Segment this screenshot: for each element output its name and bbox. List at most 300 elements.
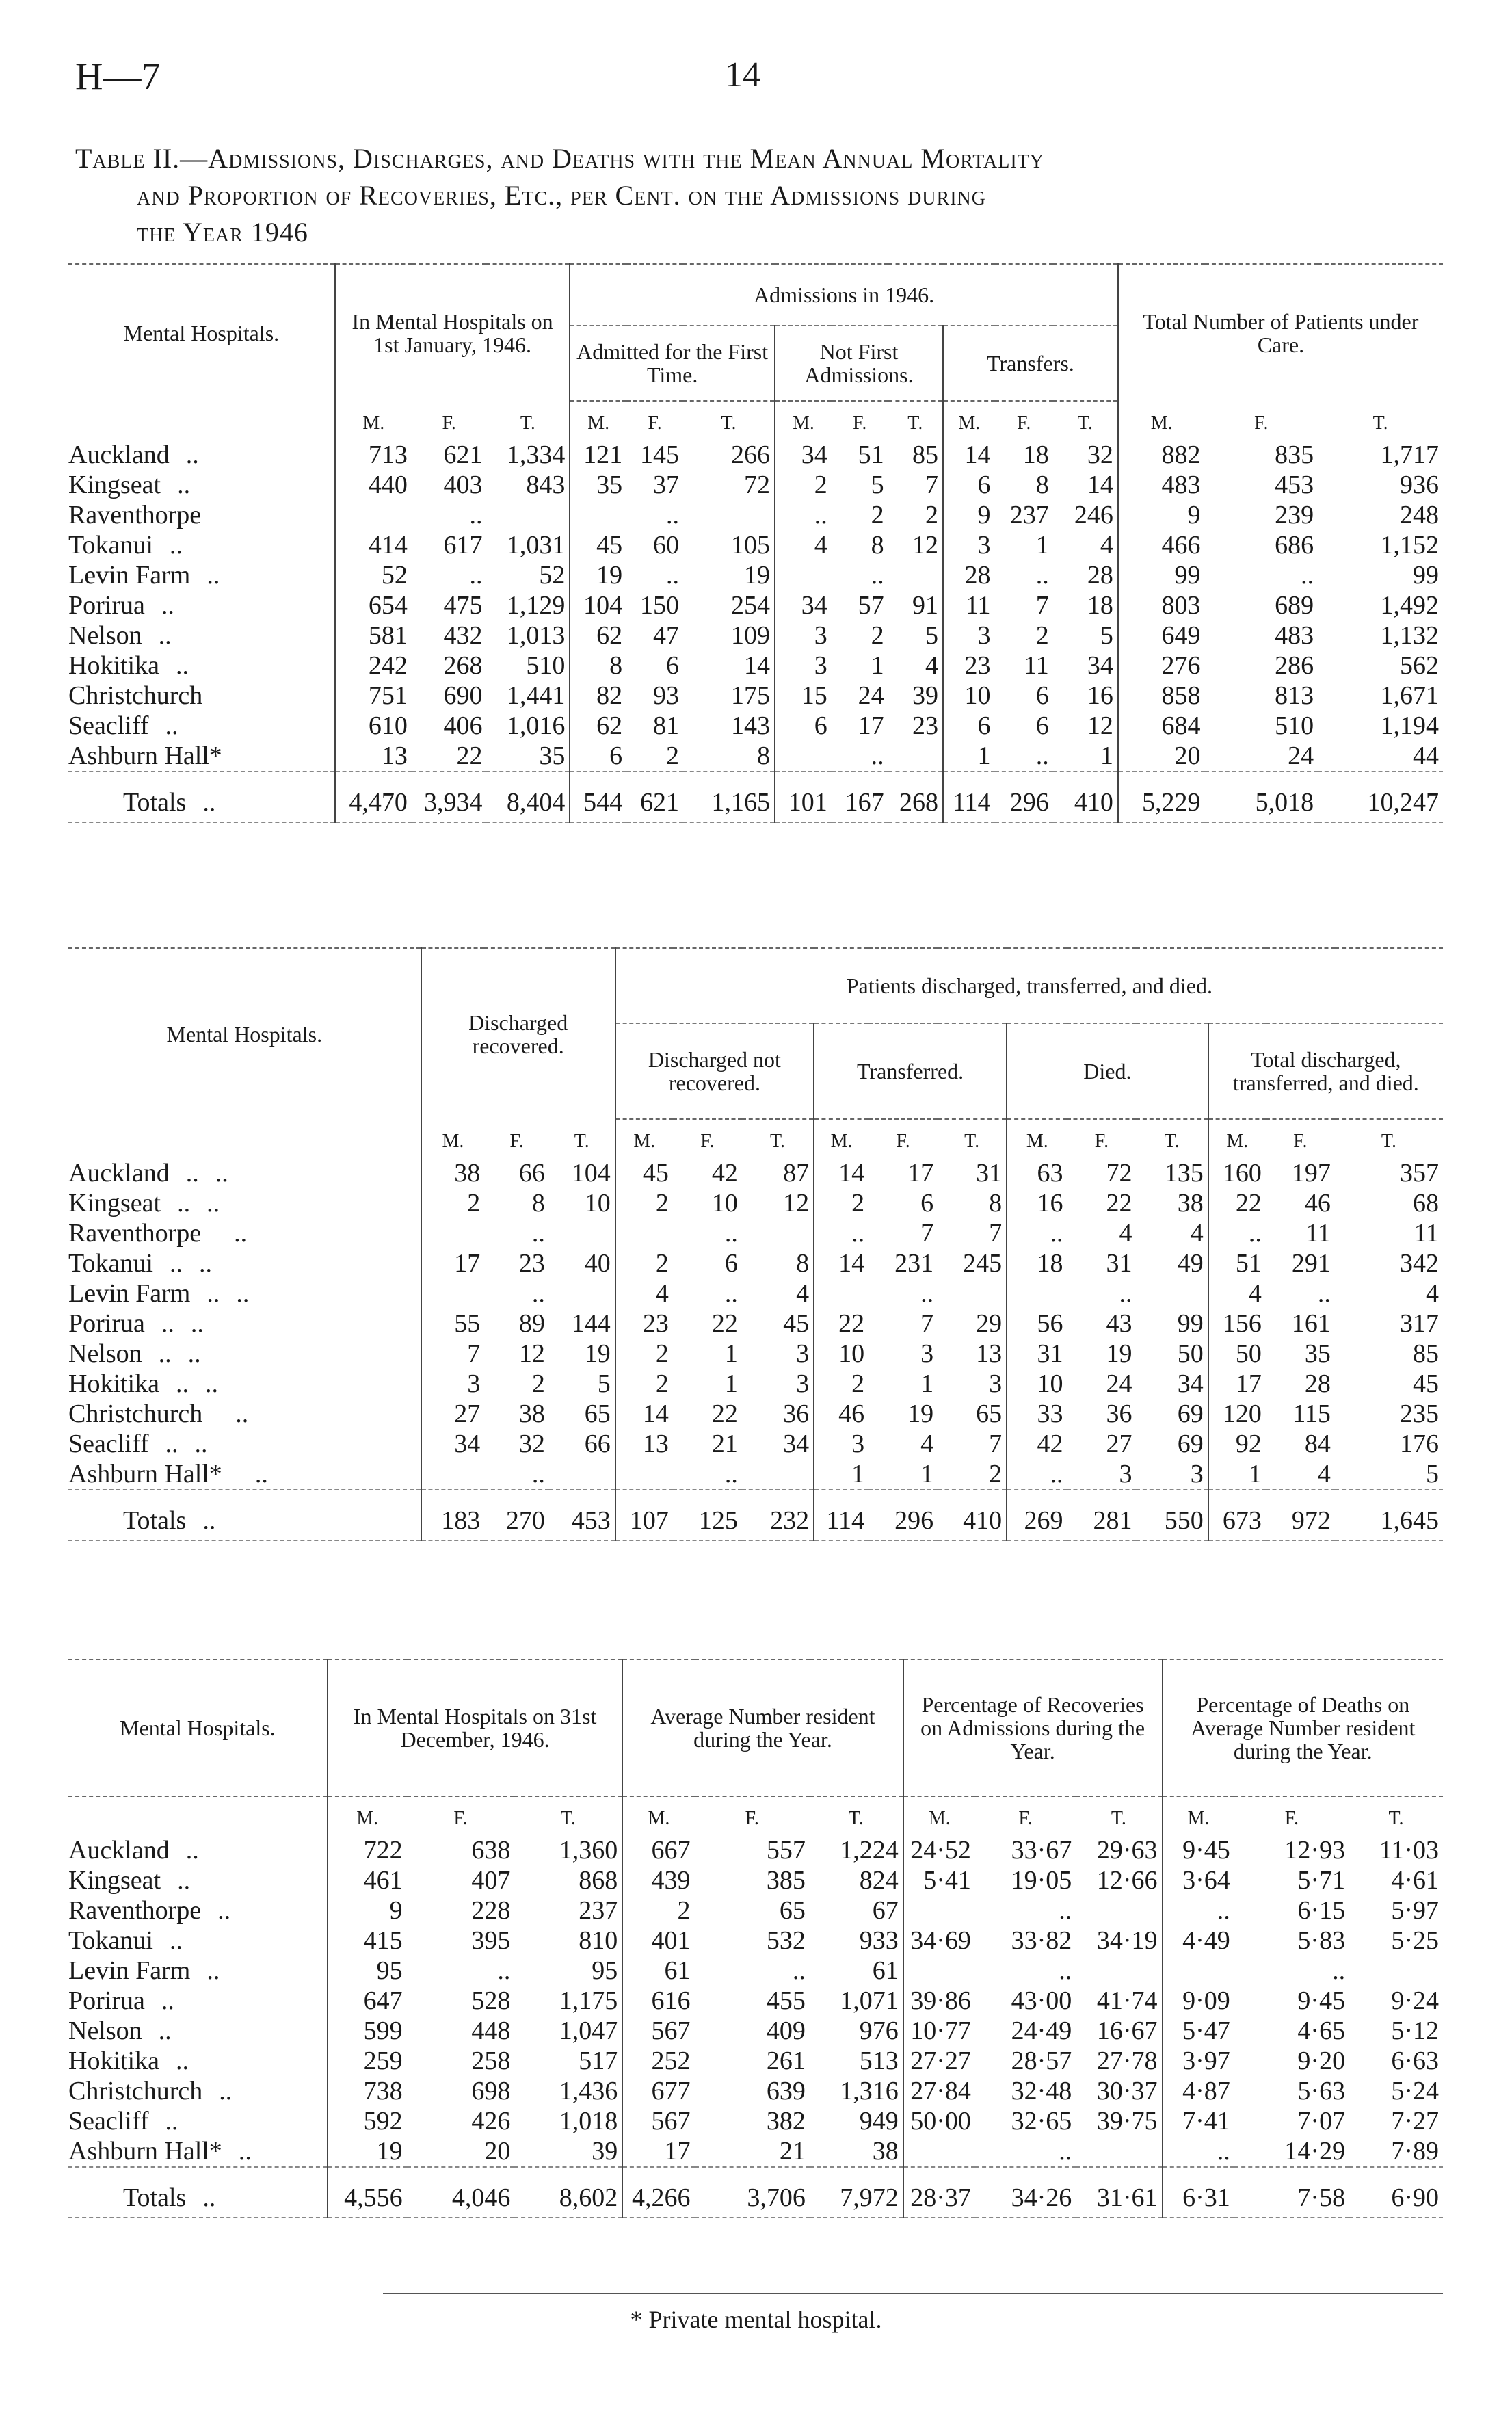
hospital-name: Seacliff bbox=[68, 2107, 149, 2136]
header-first-time: Admitted for the First Time. bbox=[570, 326, 775, 401]
value-cell bbox=[1163, 1956, 1234, 1986]
value-cell: 19 bbox=[1106, 1339, 1132, 1368]
value-cell: .. bbox=[724, 1279, 738, 1308]
hospital-name-cell bbox=[68, 620, 335, 651]
value-cell: 19 bbox=[907, 1399, 934, 1428]
value-cell: 2 bbox=[814, 1188, 868, 1218]
hospital-name: Raventhorpe bbox=[68, 1219, 202, 1248]
header-admissions: Admissions in 1946. bbox=[570, 264, 1118, 326]
value-cell: 11 bbox=[1305, 1219, 1331, 1248]
hospital-name-cell bbox=[68, 590, 335, 620]
table-row bbox=[68, 1986, 1443, 2016]
admissions-table bbox=[68, 263, 1443, 823]
value-cell bbox=[1076, 1895, 1162, 1926]
value-cell: 2 bbox=[989, 1460, 1003, 1488]
value-cell: 28 bbox=[943, 560, 995, 590]
value-cell: 7·41 bbox=[1163, 2106, 1234, 2136]
value-cell: 69 bbox=[1177, 1430, 1204, 1458]
value-cell: 448 bbox=[471, 2016, 511, 2045]
value-cell: 50 bbox=[1208, 1339, 1266, 1369]
value-cell: 18 bbox=[1022, 441, 1049, 469]
value-cell: 1,224 bbox=[840, 1836, 899, 1865]
leader-dots: .. bbox=[158, 621, 172, 650]
value-cell: 1,018 bbox=[559, 2107, 618, 2136]
value-cell: 5·41 bbox=[903, 1865, 975, 1895]
value-cell: .. bbox=[1317, 1279, 1331, 1308]
value-cell: 6 bbox=[1035, 681, 1049, 710]
value-cell: 11·03 bbox=[1379, 1836, 1439, 1865]
value-cell: 667 bbox=[622, 1835, 694, 1865]
value-cell: 5 bbox=[925, 621, 939, 650]
value-cell: 5·71 bbox=[1297, 1866, 1346, 1895]
subheader-t: T. bbox=[1077, 412, 1093, 434]
value-cell: 84 bbox=[1304, 1430, 1331, 1458]
value-cell: 43 bbox=[1106, 1309, 1132, 1338]
value-cell: 36 bbox=[1106, 1399, 1132, 1428]
value-cell: 610 bbox=[335, 711, 412, 741]
value-cell bbox=[683, 500, 775, 530]
value-cell: 1,071 bbox=[840, 1986, 899, 2015]
value-cell: 35 bbox=[570, 470, 626, 500]
value-cell: 39 bbox=[592, 2137, 618, 2166]
hospital-name-cell bbox=[68, 1369, 421, 1399]
subheader-f: F. bbox=[1254, 412, 1269, 434]
value-cell: 95 bbox=[592, 1956, 618, 1985]
table-row bbox=[68, 590, 1443, 620]
hospital-name-cell bbox=[68, 1926, 328, 1956]
value-cell: 29·63 bbox=[1096, 1836, 1158, 1865]
value-cell: 5·12 bbox=[1391, 2016, 1439, 2045]
leader-dots: .. bbox=[169, 531, 183, 560]
table-row bbox=[68, 1835, 1443, 1865]
value-cell: 1,334 bbox=[506, 441, 566, 469]
value-cell: 6·63 bbox=[1391, 2047, 1439, 2075]
hospital-name: Hokitika bbox=[68, 1369, 159, 1398]
hospital-name: Kingseat bbox=[68, 1866, 161, 1895]
hospital-name-cell bbox=[68, 711, 335, 741]
value-cell: 52 bbox=[335, 560, 412, 590]
value-cell: 3 bbox=[989, 1369, 1003, 1398]
value-cell: 4 bbox=[1426, 1279, 1439, 1308]
value-cell: .. bbox=[792, 1956, 806, 1985]
value-cell: 357 bbox=[1400, 1159, 1439, 1187]
header-not-recovered: Discharged not recovered. bbox=[615, 1023, 814, 1119]
table-row bbox=[68, 1188, 1443, 1218]
discharges-body bbox=[68, 1119, 1443, 1540]
hospital-name: Christchurch bbox=[68, 2077, 203, 2105]
value-cell: 237 bbox=[579, 1896, 618, 1925]
leader-dots bbox=[222, 1460, 239, 1488]
spacer-cell bbox=[68, 1796, 328, 1835]
value-cell: .. bbox=[1035, 561, 1049, 590]
value-cell: .. bbox=[665, 501, 679, 529]
subheader-f: F. bbox=[442, 412, 456, 434]
value-cell: .. bbox=[920, 1279, 934, 1308]
total-value-cell: 3,706 bbox=[747, 2183, 806, 2212]
leader-dots: .. bbox=[177, 1189, 191, 1218]
subheader-f: F. bbox=[1016, 412, 1031, 434]
value-cell: 592 bbox=[328, 2106, 407, 2136]
value-cell: 1,717 bbox=[1380, 441, 1439, 469]
value-cell: 43·00 bbox=[1011, 1986, 1072, 2015]
hospital-name: Auckland bbox=[68, 441, 170, 469]
value-cell: 616 bbox=[622, 1986, 694, 2016]
value-cell: 235 bbox=[1400, 1399, 1439, 1428]
value-cell: 317 bbox=[1400, 1309, 1439, 1338]
value-cell: 16·67 bbox=[1096, 2016, 1158, 2045]
header-total-care: Total Number of Patients under Care. bbox=[1118, 264, 1443, 401]
value-cell: .. bbox=[1208, 1218, 1266, 1248]
value-cell: 24 bbox=[1106, 1369, 1132, 1398]
resident-body bbox=[68, 1796, 1443, 2218]
value-cell: 14 bbox=[743, 651, 770, 680]
subheader-t: T. bbox=[520, 412, 535, 434]
hospital-name-cell bbox=[68, 1188, 421, 1218]
value-cell: 557 bbox=[766, 1836, 806, 1865]
value-cell: 10 bbox=[1007, 1369, 1067, 1399]
value-cell: 426 bbox=[471, 2107, 511, 2136]
value-cell bbox=[1076, 1956, 1162, 1986]
hospital-name: Porirua bbox=[68, 1986, 145, 2015]
value-cell: 242 bbox=[335, 651, 412, 681]
value-cell: 8 bbox=[871, 531, 884, 560]
value-cell: 382 bbox=[766, 2107, 806, 2136]
value-cell: 1,129 bbox=[506, 591, 566, 620]
leader-dots: .. bbox=[158, 2016, 172, 2045]
total-value-cell: 410 bbox=[963, 1506, 1003, 1535]
value-cell: 66 bbox=[584, 1430, 611, 1458]
value-cell: 9 bbox=[943, 500, 995, 530]
value-cell: 3 bbox=[943, 530, 995, 560]
hospital-name-cell bbox=[68, 1865, 328, 1895]
value-cell: 2 bbox=[615, 1339, 673, 1369]
hospital-name: Tokanui bbox=[68, 1926, 153, 1955]
value-cell: 28 bbox=[1304, 1369, 1331, 1398]
table-row bbox=[68, 1158, 1443, 1188]
hospital-name: Kingseat bbox=[68, 1189, 161, 1218]
hospital-name: Levin Farm bbox=[68, 561, 191, 590]
value-cell: 2 bbox=[1035, 621, 1049, 650]
value-cell: 160 bbox=[1208, 1158, 1266, 1188]
value-cell: .. bbox=[531, 1279, 545, 1308]
admissions-body bbox=[68, 401, 1443, 822]
value-cell: 32·65 bbox=[1011, 2107, 1072, 2136]
value-cell: 22 bbox=[456, 741, 483, 770]
value-cell: .. bbox=[1059, 1956, 1072, 1985]
leader-dots: .. bbox=[202, 2183, 216, 2212]
value-cell: 5·83 bbox=[1297, 1926, 1346, 1955]
subheader-m: M. bbox=[622, 1796, 694, 1835]
value-cell: 22 bbox=[711, 1309, 738, 1338]
value-cell: 1,132 bbox=[1380, 621, 1439, 650]
value-cell: 67 bbox=[872, 1896, 899, 1925]
total-value-cell: 4,266 bbox=[622, 2167, 694, 2218]
hospital-name-cell bbox=[68, 741, 335, 772]
value-cell: 6 bbox=[943, 470, 995, 500]
value-cell: 868 bbox=[579, 1866, 618, 1895]
leader-dots: .. bbox=[219, 2077, 233, 2105]
value-cell: 2 bbox=[615, 1248, 673, 1278]
header-hospitals: Mental Hospitals. bbox=[68, 1659, 328, 1796]
value-cell bbox=[570, 500, 626, 530]
value-cell: .. bbox=[1301, 561, 1314, 590]
value-cell: 342 bbox=[1400, 1249, 1439, 1278]
total-value-cell: 10,247 bbox=[1367, 788, 1439, 817]
total-value-cell: 125 bbox=[698, 1506, 738, 1535]
value-cell: .. bbox=[724, 1460, 738, 1488]
value-cell: .. bbox=[531, 1460, 545, 1488]
total-value-cell: 114 bbox=[943, 772, 995, 822]
header-hospitals: Mental Hospitals. bbox=[123, 320, 280, 345]
value-cell: 60 bbox=[652, 531, 679, 560]
subheader-m: M. bbox=[570, 401, 626, 440]
value-cell: 72 bbox=[1106, 1159, 1132, 1187]
value-cell: 5·63 bbox=[1297, 2077, 1346, 2105]
subheader-m: M. bbox=[943, 401, 995, 440]
value-cell: 12 bbox=[518, 1339, 545, 1368]
value-cell: 239 bbox=[1275, 501, 1314, 529]
value-cell: 99 bbox=[1413, 561, 1439, 590]
value-cell: 686 bbox=[1275, 531, 1314, 560]
value-cell: 254 bbox=[730, 591, 770, 620]
value-cell: 7 bbox=[1035, 591, 1049, 620]
value-cell: 15 bbox=[775, 681, 832, 711]
table-row bbox=[68, 1956, 1443, 1986]
total-value-cell: 34·26 bbox=[1011, 2183, 1072, 2212]
value-cell: 3 bbox=[421, 1369, 485, 1399]
value-cell: 144 bbox=[571, 1309, 611, 1338]
value-cell bbox=[1136, 1278, 1208, 1309]
value-cell: 453 bbox=[1275, 471, 1314, 499]
value-cell: 150 bbox=[639, 591, 679, 620]
total-value-cell: 621 bbox=[639, 788, 679, 817]
hospital-name: Tokanui bbox=[68, 531, 153, 560]
leader-dots: .. bbox=[217, 1896, 231, 1925]
value-cell: 85 bbox=[1413, 1339, 1439, 1368]
value-cell: 11 bbox=[943, 590, 995, 620]
value-cell: 38 bbox=[518, 1399, 545, 1428]
value-cell: .. bbox=[1163, 1895, 1234, 1926]
leader-dots: .. bbox=[185, 1159, 199, 1187]
value-cell: 936 bbox=[1400, 471, 1439, 499]
value-cell: 5 bbox=[1100, 621, 1113, 650]
value-cell: 22 bbox=[814, 1309, 868, 1339]
value-cell: 2 bbox=[775, 470, 832, 500]
value-cell: 161 bbox=[1291, 1309, 1331, 1338]
value-cell: 69 bbox=[1177, 1399, 1204, 1428]
value-cell: .. bbox=[469, 501, 483, 529]
value-cell: 115 bbox=[1292, 1399, 1331, 1428]
value-cell: 4 bbox=[925, 651, 939, 680]
leader-dots: .. bbox=[175, 651, 189, 680]
value-cell: 638 bbox=[471, 1836, 511, 1865]
hospital-name-cell bbox=[68, 1309, 421, 1339]
value-cell: 647 bbox=[328, 1986, 407, 2016]
value-cell: 2 bbox=[871, 621, 884, 650]
value-cell: 45 bbox=[783, 1309, 810, 1338]
value-cell: 95 bbox=[328, 1956, 407, 1986]
leader-dots: .. bbox=[158, 1339, 172, 1368]
value-cell: 1,031 bbox=[506, 531, 566, 560]
value-cell: 4 bbox=[1317, 1460, 1331, 1488]
value-cell: .. bbox=[724, 1219, 738, 1248]
totals-row bbox=[68, 772, 1443, 822]
value-cell: 858 bbox=[1118, 681, 1205, 711]
value-cell: 175 bbox=[730, 681, 770, 710]
value-cell: 5 bbox=[597, 1369, 611, 1398]
hospital-name: Porirua bbox=[68, 591, 145, 620]
value-cell: 34 bbox=[1087, 651, 1113, 680]
hospital-name: Raventhorpe bbox=[68, 1896, 202, 1925]
value-cell: 17 bbox=[1208, 1369, 1266, 1399]
value-cell: 5·24 bbox=[1391, 2077, 1439, 2105]
subheader-m: M. bbox=[1163, 1796, 1234, 1835]
value-cell: 32·48 bbox=[1011, 2077, 1072, 2105]
value-cell: 6 bbox=[775, 711, 832, 741]
hospital-name: Christchurch bbox=[68, 1399, 203, 1428]
leader-dots: .. bbox=[202, 1506, 216, 1535]
value-cell: 12·93 bbox=[1284, 1836, 1346, 1865]
value-cell: 62 bbox=[570, 620, 626, 651]
value-cell bbox=[421, 1459, 485, 1490]
value-cell: 27·78 bbox=[1096, 2047, 1158, 2075]
value-cell: 21 bbox=[779, 2137, 806, 2166]
table-row bbox=[68, 2046, 1443, 2076]
value-cell: 34 bbox=[775, 440, 832, 470]
table-row bbox=[68, 1369, 1443, 1399]
table-title bbox=[75, 140, 1443, 251]
value-cell bbox=[903, 1895, 975, 1926]
value-cell: 33·82 bbox=[1011, 1926, 1072, 1955]
value-cell: .. bbox=[1035, 741, 1049, 770]
leader-dots: .. bbox=[169, 1249, 183, 1278]
value-cell: 38 bbox=[1177, 1189, 1204, 1218]
value-cell: 19 bbox=[584, 1339, 611, 1368]
hospital-name-cell bbox=[68, 1956, 328, 1986]
total-value-cell: 183 bbox=[421, 1490, 485, 1540]
header-recovery-percentage: Percentage of Recoveries on Admissions during the Year. bbox=[903, 1659, 1163, 1796]
subheader-t: T. bbox=[1372, 412, 1388, 434]
subheader-m: M. bbox=[1208, 1119, 1266, 1158]
value-cell: 17 bbox=[622, 2136, 694, 2167]
leader-dots: .. bbox=[175, 1369, 189, 1398]
value-cell: 654 bbox=[335, 590, 412, 620]
total-value-cell: 6·31 bbox=[1163, 2167, 1234, 2218]
page-header bbox=[75, 55, 1443, 109]
value-cell: 12·66 bbox=[1096, 1866, 1158, 1895]
value-cell: 266 bbox=[730, 441, 770, 469]
value-cell bbox=[903, 2136, 975, 2167]
value-cell: 197 bbox=[1291, 1159, 1331, 1187]
value-cell: 407 bbox=[471, 1866, 511, 1895]
value-cell: 11 bbox=[1024, 651, 1049, 680]
value-cell: 61 bbox=[622, 1956, 694, 1986]
value-cell: 532 bbox=[766, 1926, 806, 1955]
value-cell: 40 bbox=[584, 1249, 611, 1278]
value-cell: 713 bbox=[335, 440, 412, 470]
value-cell: 414 bbox=[335, 530, 412, 560]
hospital-name-cell bbox=[68, 560, 335, 590]
value-cell: 8 bbox=[570, 651, 626, 681]
value-cell: 824 bbox=[859, 1866, 899, 1895]
value-cell: 62 bbox=[570, 711, 626, 741]
value-cell: 19 bbox=[328, 2136, 407, 2167]
value-cell: 21 bbox=[711, 1430, 738, 1458]
value-cell: 9 bbox=[328, 1895, 407, 1926]
value-cell: 49 bbox=[1177, 1249, 1204, 1278]
value-cell: 1,492 bbox=[1380, 591, 1439, 620]
leader-dots: .. bbox=[198, 1249, 212, 1278]
value-cell: 1,047 bbox=[559, 2016, 618, 2045]
table-row bbox=[68, 741, 1443, 772]
value-cell: 882 bbox=[1118, 440, 1205, 470]
table-row bbox=[68, 1339, 1443, 1369]
value-cell: 976 bbox=[859, 2016, 899, 2045]
value-cell: 231 bbox=[894, 1249, 934, 1278]
value-cell: 61 bbox=[872, 1956, 899, 1985]
leader-dots bbox=[202, 1399, 219, 1428]
value-cell bbox=[335, 500, 412, 530]
total-value-cell: 410 bbox=[1074, 788, 1113, 817]
total-value-cell: 7·58 bbox=[1297, 2183, 1346, 2212]
value-cell: 1 bbox=[814, 1459, 868, 1490]
leader-dots: .. bbox=[234, 1219, 248, 1248]
table-row bbox=[68, 2136, 1443, 2167]
subheader-f: F. bbox=[1094, 1131, 1109, 1152]
value-cell: 4 bbox=[920, 1430, 934, 1458]
total-value-cell: 268 bbox=[899, 788, 939, 817]
value-cell: 1 bbox=[1100, 741, 1113, 770]
value-cell: 34 bbox=[783, 1430, 810, 1458]
value-cell: 237 bbox=[1009, 501, 1049, 529]
value-cell: 20 bbox=[1118, 741, 1205, 772]
value-cell: 245 bbox=[963, 1249, 1003, 1278]
hospital-name: Levin Farm bbox=[68, 1279, 191, 1308]
value-cell: 567 bbox=[622, 2106, 694, 2136]
value-cell: 55 bbox=[421, 1309, 485, 1339]
table-row bbox=[68, 1429, 1443, 1459]
subheader-t: T. bbox=[1381, 1131, 1396, 1152]
value-cell: 72 bbox=[743, 471, 770, 499]
value-cell: 27 bbox=[1106, 1430, 1132, 1458]
value-cell: 483 bbox=[1118, 470, 1205, 500]
value-cell bbox=[742, 1218, 814, 1248]
hospital-name: Levin Farm bbox=[68, 1956, 191, 1985]
value-cell bbox=[775, 560, 832, 590]
leader-dots: .. bbox=[165, 2107, 178, 2136]
hospital-name: Seacliff bbox=[68, 1430, 149, 1458]
value-cell: 45 bbox=[1413, 1369, 1439, 1398]
title-line-2: and Proportion of Recoveries, Etc., per Cent. on the Admissions during bbox=[137, 180, 986, 211]
value-cell: 2 bbox=[615, 1188, 673, 1218]
table-row bbox=[68, 1459, 1443, 1490]
totals-row bbox=[68, 1490, 1443, 1540]
value-cell: 4 bbox=[1190, 1219, 1204, 1248]
total-value-cell: 6·90 bbox=[1391, 2183, 1439, 2212]
value-cell: 4·61 bbox=[1391, 1866, 1439, 1895]
value-cell: 50·00 bbox=[903, 2106, 975, 2136]
value-cell: 1,441 bbox=[506, 681, 566, 710]
leader-dots: .. bbox=[165, 711, 178, 740]
value-cell: 50 bbox=[1177, 1339, 1204, 1368]
table-row bbox=[68, 1895, 1443, 1926]
value-cell: 39·75 bbox=[1096, 2107, 1158, 2136]
leader-dots: .. bbox=[235, 1399, 249, 1428]
subheader-t: T. bbox=[721, 412, 737, 434]
hospital-name-cell bbox=[68, 2076, 328, 2106]
value-cell: 19 bbox=[570, 560, 626, 590]
value-cell bbox=[486, 500, 570, 530]
